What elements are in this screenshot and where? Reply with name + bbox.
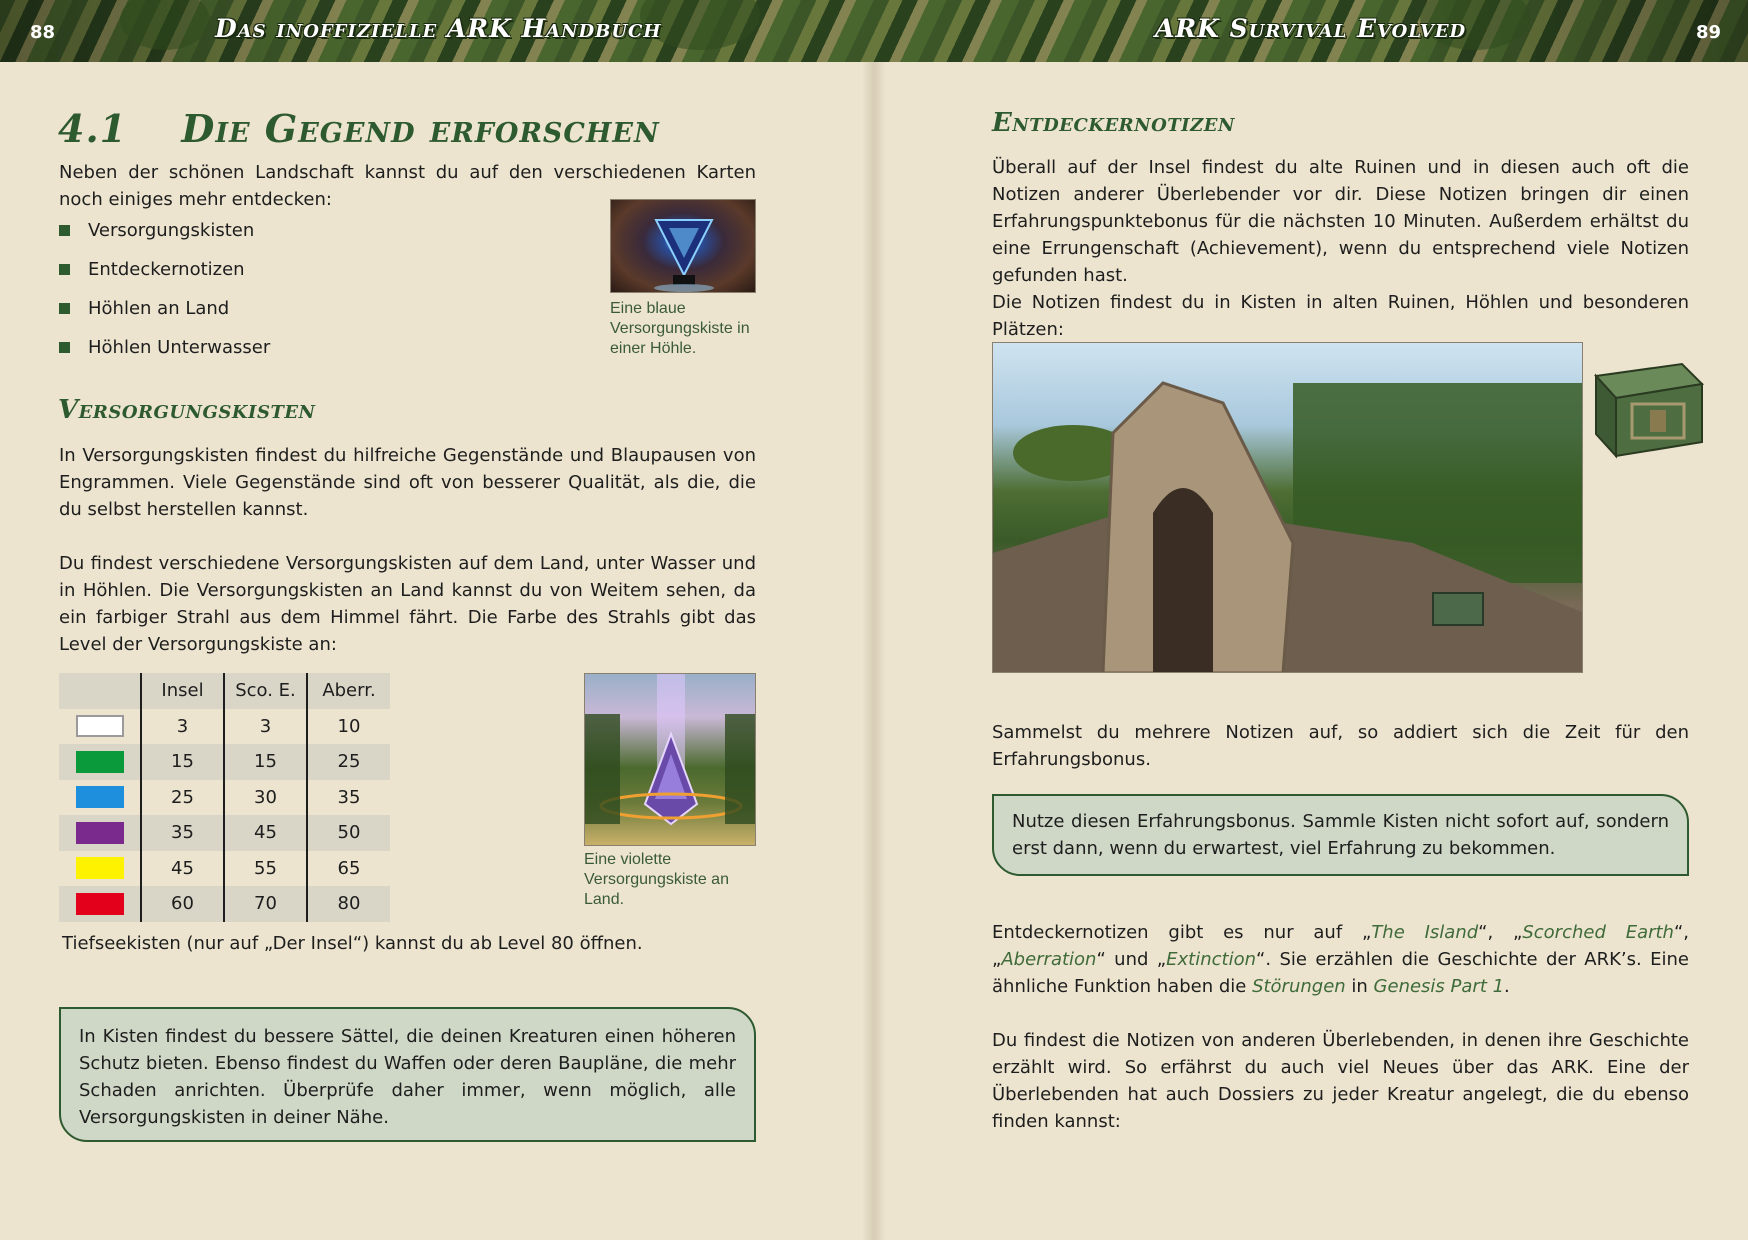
table-header-row: [59, 673, 390, 709]
table-row: [59, 886, 390, 922]
left-page: [0, 62, 874, 1240]
list-item: Höhlen Unterwasser: [59, 328, 270, 367]
paragraph: Du findest verschiedene Versorgungskisten auf dem Land, unter Wasser und in Höhlen. Die Versorgungskisten an Land kannst du von Weitem sehen, da ein farbiger Strahl aus dem Himmel fährt. Die Farbe des Strahls gibt das Level der Versorgungskiste an:: [59, 553, 756, 655]
map-link-genesis: Genesis Part 1: [1373, 976, 1505, 997]
supply-level-table: [59, 673, 390, 922]
table-cell: 15: [224, 744, 307, 780]
table-cell: 45: [224, 815, 307, 851]
subsection-heading: Versorgungskisten: [58, 395, 316, 425]
color-swatch: [76, 893, 124, 915]
table-cell: 45: [141, 851, 224, 887]
color-swatch: [76, 715, 124, 737]
blue-supply-crate-image: [610, 199, 756, 293]
bullet-icon: [59, 225, 70, 236]
feature-list: [59, 211, 270, 367]
table-cell: 30: [224, 780, 307, 816]
table-row: [59, 709, 390, 745]
table-row: [59, 780, 390, 816]
color-swatch: [76, 857, 124, 879]
ruins-graphic: [993, 343, 1583, 673]
image-caption: Eine blaue Versorgungskiste in einer Höhle.: [610, 300, 750, 357]
map-link-aberration: Aberration: [1001, 949, 1097, 970]
paragraph: Sammelst du mehrere Notizen auf, so addiert sich die Zeit für den Erfahrungsbonus.: [992, 722, 1689, 770]
table-cell: 25: [307, 744, 390, 780]
table-row: [59, 815, 390, 851]
table-cell: 35: [141, 815, 224, 851]
table-cell: 65: [307, 851, 390, 887]
paragraph: Du findest die Notizen von anderen Überlebenden, in denen ihre Geschichte erzählt wird. So erfährst du auch viel Neues über das ARK. Eine der Überlebenden hat auch Dossiers zu jeder Kreatur angelegt, die du ebenso finden kannst:: [992, 1030, 1689, 1132]
section-number: 4.1: [58, 106, 128, 151]
column-header: Insel: [141, 673, 224, 709]
right-page: [874, 62, 1748, 1240]
table-row: [59, 851, 390, 887]
table-cell: 25: [141, 780, 224, 816]
map-link-scorched-earth: Scorched Earth: [1522, 922, 1674, 943]
banner-foliage: [120, 0, 210, 50]
table-cell: 3: [224, 709, 307, 745]
table-cell: 70: [224, 886, 307, 922]
list-item: Versorgungskisten: [59, 211, 270, 250]
bullet-icon: [59, 264, 70, 275]
bullet-icon: [59, 303, 70, 314]
table-cell: 60: [141, 886, 224, 922]
column-header: Sco. E.: [224, 673, 307, 709]
crystal-crate-graphic: [611, 200, 756, 293]
paragraph: Entdeckernotizen gibt es nur auf „The Island“, „Scorched Earth“, „Aberration“ und „Extinction“. Sie erzählen die Geschichte der ARK’s. Eine ähnliche Funktion haben die Störungen in Genesis Part 1.: [992, 922, 1690, 997]
header-banner: [0, 0, 1748, 62]
section-heading: Entdeckernotizen: [992, 108, 1235, 138]
color-swatch: [76, 822, 124, 844]
intro-paragraph: Neben der schönen Landschaft kannst du auf den verschiedenen Karten noch einiges mehr entdecken:: [59, 162, 756, 210]
image-caption: Eine violette Versorgungskiste an Land.: [584, 851, 729, 908]
color-swatch: [76, 751, 124, 773]
table-cell: 3: [141, 709, 224, 745]
color-swatch: [76, 786, 124, 808]
paragraph: Die Notizen findest du in Kisten in alten Ruinen, Höhlen und besonderen Plätzen:: [992, 292, 1689, 340]
bullet-icon: [59, 342, 70, 353]
page-number-right: 89: [1696, 22, 1722, 43]
paragraph: Überall auf der Insel findest du alte Ruinen und in diesen auch oft die Notizen anderer Überlebender vor dir. Diese Notizen bringen dir einen Erfahrungspunktebonus für die nächsten 10 Minuten. Außerdem erhältst du eine Errungenschaft (Achievement), wenn du entsprechend viele Notizen gefunden hast.: [992, 157, 1689, 286]
column-header: Aberr.: [307, 673, 390, 709]
table-cell: 15: [141, 744, 224, 780]
link-stoerungen: Störungen: [1252, 976, 1346, 997]
paragraph: In Versorgungskisten findest du hilfreiche Gegenstände und Blaupausen von Engrammen. Viele Gegenstände sind oft von besserer Qualität, als die, die du selbst herstellen kannst.: [59, 445, 756, 520]
page-number-left: 88: [30, 22, 56, 43]
table-cell: 35: [307, 780, 390, 816]
table-cell: 55: [224, 851, 307, 887]
running-head-left: Das inoffizielle ARK Handbuch: [215, 14, 662, 43]
note-crate-image: [1590, 358, 1706, 460]
section-title: Die Gegend erforschen: [181, 106, 660, 151]
table-cell: 80: [307, 886, 390, 922]
tip-box: Nutze diesen Erfahrungsbonus. Sammle Kisten nicht sofort auf, sondern erst dann, wenn du erwartest, viel Erfahrung zu bekommen.: [992, 794, 1689, 876]
tip-box: In Kisten findest du bessere Sättel, die deinen Kreaturen einen höheren Schutz bieten. Ebenso findest du Waffen oder deren Baupläne, die mehr Schaden anrichten. Überprüfe daher immer, wenn möglich, alle Versorgungskisten in deiner Nähe.: [59, 1007, 756, 1142]
deepsea-note: Tiefseekisten (nur auf „Der Insel“) kannst du ab Level 80 öffnen.: [62, 933, 643, 954]
green-crate-icon: [1590, 358, 1706, 460]
list-item: Höhlen an Land: [59, 289, 270, 328]
violet-crystal-graphic: [585, 674, 756, 846]
table-cell: 10: [307, 709, 390, 745]
map-link-the-island: The Island: [1371, 922, 1479, 943]
section-heading: [58, 106, 660, 151]
map-link-extinction: Extinction: [1166, 949, 1257, 970]
violet-supply-crate-image: [584, 673, 756, 846]
table-cell: 50: [307, 815, 390, 851]
list-item: Entdeckernotizen: [59, 250, 270, 289]
table-row: [59, 744, 390, 780]
running-head-right: ARK Survival Evolved: [1155, 14, 1467, 43]
ruins-screenshot: [992, 342, 1583, 673]
